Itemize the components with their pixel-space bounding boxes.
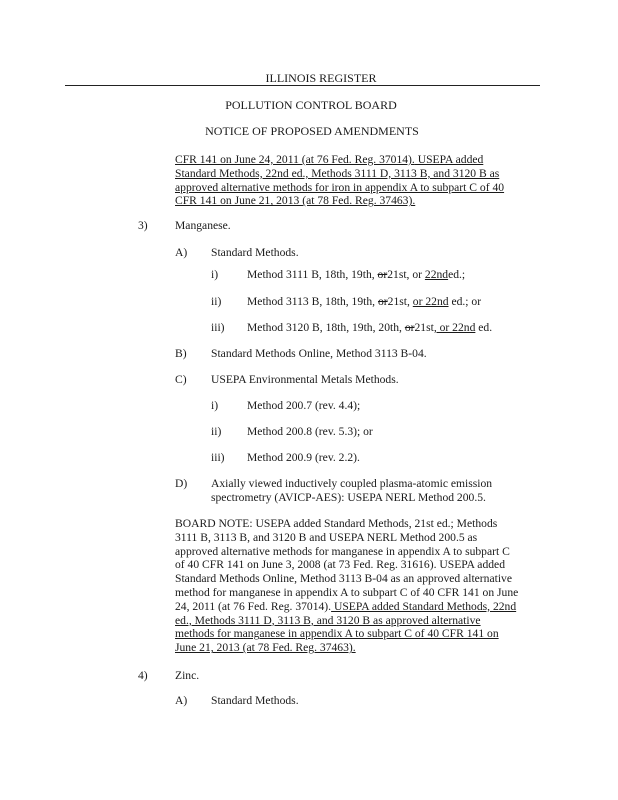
intro-text: CFR 141 on June 24, 2011 (at 76 Fed. Reg. 37014). (175, 153, 415, 166)
subitem-text: Method 200.7 (rev. 4.4); (247, 399, 361, 412)
subitem-text: Method 200.9 (rev. 2.2). (247, 451, 360, 464)
item-text: Standard Methods Online, Method 3113 B-04. (211, 347, 427, 360)
section-title: Manganese. (175, 219, 231, 232)
underlined-text: 22nd (424, 268, 449, 281)
subitem-label: i) (211, 268, 219, 281)
intro-paragraph (175, 153, 520, 208)
board-note-added-text: USEPA added Standard Methods, 22nd ed., Methods 3111 D, 3113 B, and 3120 B as approved alternative methods for manganese in appendix A to subpart C of 40 CFR 141 on June 21, 2013 (at 78 Fed. Reg. 37463). (175, 599, 517, 655)
text-part: ed.; (448, 268, 466, 281)
item-label: D) (175, 477, 188, 490)
text-part: Method 3111 B, 18th, 19th, (247, 268, 375, 281)
subitem-label: iii) (211, 451, 225, 464)
text-part: 21st, (387, 295, 410, 308)
board-note (175, 517, 520, 655)
section-number: 3) (138, 219, 148, 232)
item-title: USEPA Environmental Metals Methods. (211, 373, 399, 386)
item-label: C) (175, 373, 187, 386)
item-title: Standard Methods. (211, 246, 299, 259)
subitem-label: i) (211, 399, 219, 412)
section-number: 4) (138, 669, 148, 682)
text-part: ed. (478, 321, 493, 334)
underlined-text: or 22nd (412, 295, 449, 308)
text-part: 21st (414, 321, 434, 334)
item-title: Standard Methods. (211, 694, 299, 707)
item-text-line: Axially viewed inductively coupled plasma-atomic emission (211, 477, 493, 490)
board-title: POLLUTION CONTROL BOARD (225, 98, 397, 112)
struck-text: or (377, 295, 388, 308)
subitem-text (247, 295, 481, 309)
intro-added-text: USEPA added Standard Methods, 22nd ed., Methods 3111 D, 3113 B, and 3120 B as approved alternative methods for iron in appendix A to subpart C of 40 CFR 141 on June 21, 2013 (at 78 Fed. Reg. 37463). (175, 153, 505, 208)
notice-title: NOTICE OF PROPOSED AMENDMENTS (205, 124, 419, 138)
text-part: 21st, or (387, 268, 422, 281)
item-label: B) (175, 347, 187, 360)
board-note-text: BOARD NOTE: USEPA added Standard Methods, 21st ed.; Methods 3111 B, 3113 B, and 3120 B and USEPA NERL Method 200.5 as approved alternative methods for manganese in appendix A to subpart C of 40 CFR 141 on June 3, 2008 (at 73 Fed. Reg. 31616). USEPA added Standard Methods Online, Method 3113 B-04 as an approved alternative method for manganese in appendix A to subpart C of 40 CFR 141 on June 24, 2011 (at 76 Fed. Reg. 37014). (175, 517, 519, 613)
subitem-label: ii) (211, 295, 222, 308)
underlined-text: , or 22nd (433, 321, 476, 334)
struck-text: or (377, 268, 388, 281)
text-part: Method 3113 B, 18th, 19th, (247, 295, 376, 308)
header-rule (65, 85, 540, 86)
struck-text: or (404, 321, 415, 334)
item-label: A) (175, 246, 188, 259)
subitem-text (247, 321, 492, 335)
subitem-text: Method 200.8 (rev. 5.3); or (247, 425, 373, 438)
subitem-label: ii) (211, 425, 222, 438)
section-title: Zinc. (175, 669, 200, 682)
item-label: A) (175, 694, 188, 707)
item-text-line: spectrometry (AVICP-AES): USEPA NERL Method 200.5. (211, 491, 486, 504)
subitem-label: iii) (211, 321, 225, 334)
subitem-text (247, 268, 465, 282)
register-title: ILLINOIS REGISTER (265, 71, 377, 85)
text-part: Method 3120 B, 18th, 19th, 20th, (247, 321, 402, 334)
text-part: ed.; or (451, 295, 482, 308)
